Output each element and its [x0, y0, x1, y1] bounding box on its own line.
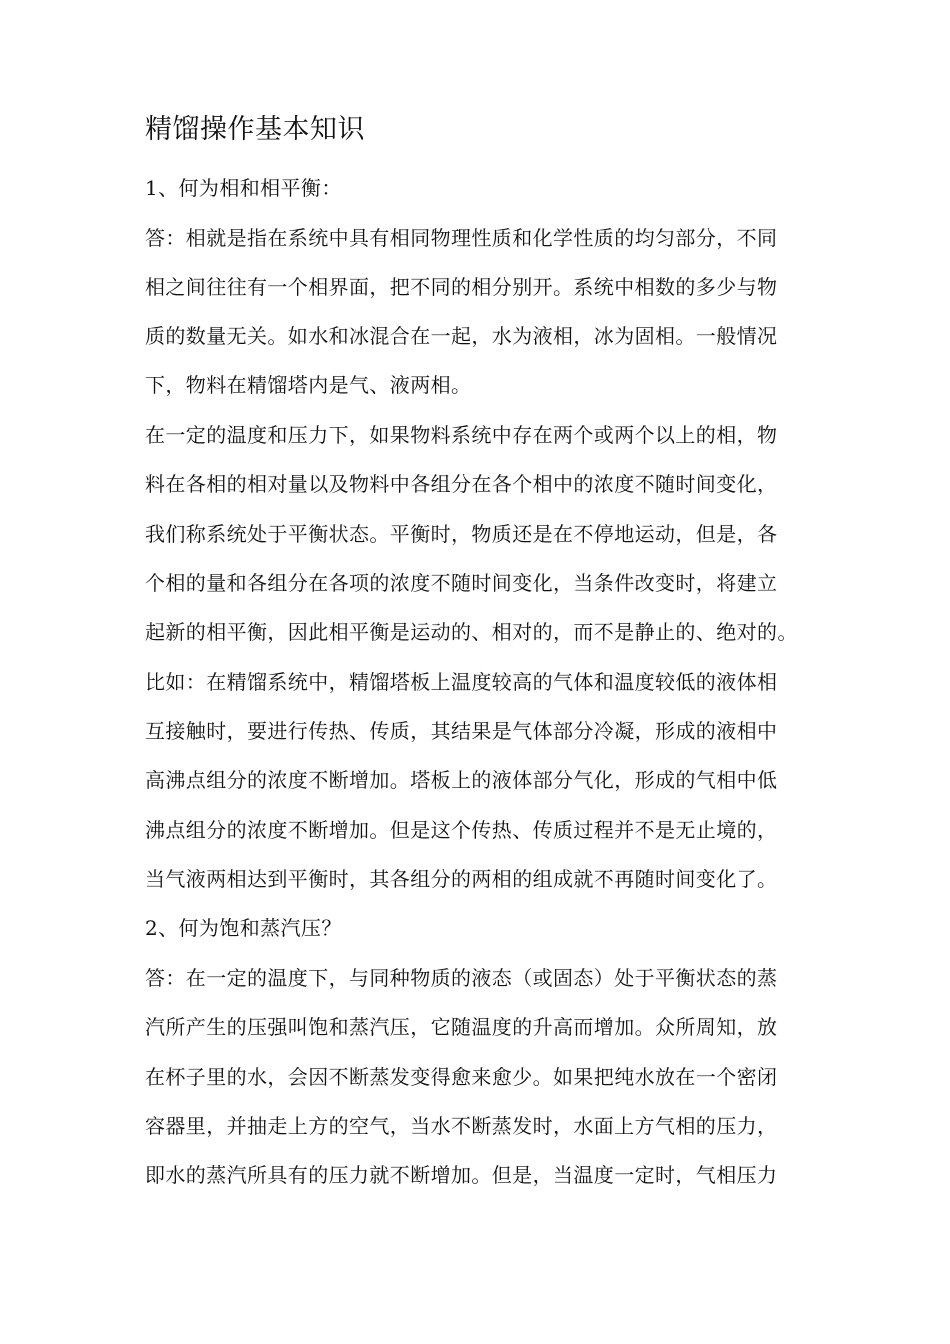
text-line: 料在各相的相对量以及物料中各组分在各个相中的浓度不随时间变化， — [145, 472, 778, 496]
text-line: 在杯子里的水，会因不断蒸发变得愈来愈少。如果把纯水放在一个密闭 — [145, 1065, 778, 1089]
text-line: 个相的量和各组分在各项的浓度不随时间变化，当条件改变时，将建立 — [145, 571, 778, 595]
text-line: 答：在一定的温度下，与同种物质的液态（或固态）处于平衡状态的蒸 — [145, 966, 778, 990]
text-line: 1、何为相和相平衡： — [145, 176, 342, 200]
text-line: 答：相就是指在系统中具有相同物理性质和化学性质的均匀部分，不同 — [145, 226, 778, 250]
text-line: 下，物料在精馏塔内是气、液两相。 — [145, 373, 472, 397]
text-line: 即水的蒸汽所具有的压力就不断增加。但是，当温度一定时，气相压力 — [145, 1163, 778, 1187]
text-line: 质的数量无关。如水和冰混合在一起，水为液相，冰为固相。一般情况 — [145, 324, 778, 348]
text-line: 起新的相平衡，因此相平衡是运动的、相对的，而不是静止的、绝对的。 — [145, 620, 798, 644]
text-line: 2、何为饱和蒸汽压？ — [145, 916, 342, 940]
text-line: 沸点组分的浓度不断增加。但是这个传热、传质过程并不是无止境的， — [145, 818, 778, 842]
text-line: 高沸点组分的浓度不断增加。塔板上的液体部分气化，形成的气相中低 — [145, 768, 778, 792]
text-line: 在一定的温度和压力下，如果物料系统中存在两个或两个以上的相，物 — [145, 423, 778, 447]
text-line: 互接触时，要进行传热、传质，其结果是气体部分冷凝，形成的液相中 — [145, 719, 778, 743]
text-line: 相之间往往有一个相界面，把不同的相分别开。系统中相数的多少与物 — [145, 275, 778, 299]
document-title: 精馏操作基本知识 — [145, 114, 365, 145]
text-line: 我们称系统处于平衡状态。平衡时，物质还是在不停地运动，但是，各 — [145, 522, 778, 546]
text-line: 当气液两相达到平衡时，其各组分的两相的组成就不再随时间变化了。 — [145, 867, 778, 891]
text-line: 比如：在精馏系统中，精馏塔板上温度较高的气体和温度较低的液体相 — [145, 670, 778, 694]
text-line: 汽所产生的压强叫饱和蒸汽压，它随温度的升高而增加。众所周知，放 — [145, 1015, 778, 1039]
text-line: 容器里，并抽走上方的空气，当水不断蒸发时，水面上方气相的压力， — [145, 1114, 778, 1138]
